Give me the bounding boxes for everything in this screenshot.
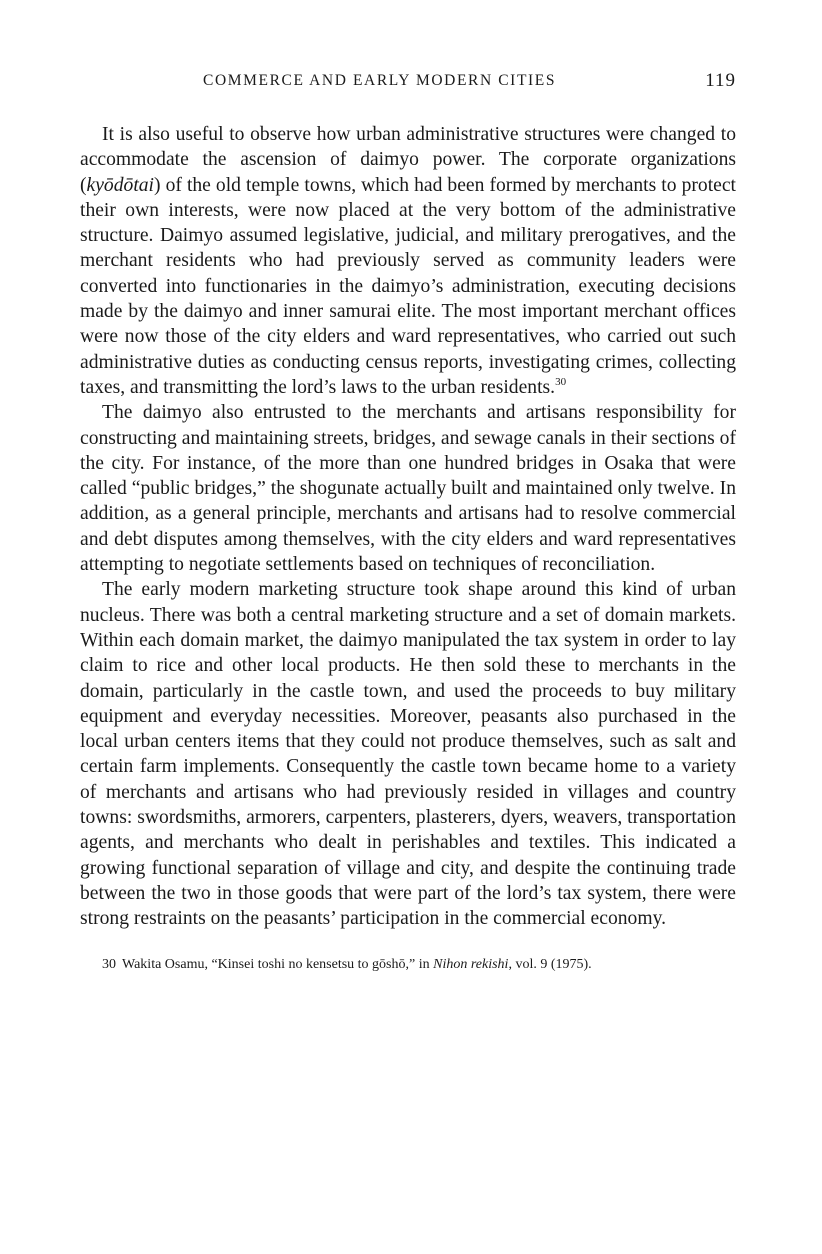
- footnote-number: 30: [102, 956, 116, 972]
- paragraph-1: [80, 122, 736, 400]
- running-title: COMMERCE AND EARLY MODERN CITIES: [203, 72, 557, 89]
- footnote: [80, 956, 736, 974]
- paragraph-2: The daimyo also entrusted to the merchants and artisans responsibility for constructing and maintaining streets, bridges, and sewage canals in their sections of the city. For instance, of the more than one hundred bridges in Osaka that were called “public bridges,” the shogunate actually built and maintained only twelve. In addition, as a general principle, merchants and artisans had to resolve commercial and debt disputes among themselves, with the city elders and ward representatives attempting to negotiate settlements based on techniques of reconciliation.: [80, 402, 736, 576]
- paragraph-3: The early modern marketing structure took shape around this kind of urban nucleus. There was both a central marketing structure and a set of domain markets. Within each domain market, the daimyo manipulated the tax system in order to lay claim to rice and other local products. He then sold these to merchants in the domain, particularly in the castle town, and used the proceeds to buy military equipment and everyday necessities. Moreover, peasants also purchased in the local urban centers items that they could not produce themselves, such as salt and certain farm implements. Consequently the castle town became home to a variety of merchants and artisans who had previously resided in villages and country towns: swordsmiths, armorers, carpenters, plasterers, dyers, weavers, transportation agents, and merchants who dealt in perishables and textiles. This indicated a growing functional separation of village and city, and despite the continuing trade between the two in those goods that were part of the lord’s tax system, there were strong restraints on the peasants’ participation in the commercial economy.: [80, 579, 736, 930]
- body-text: [80, 122, 736, 932]
- footnote-text-b: , vol. 9 (1975).: [508, 956, 592, 972]
- term-kyodotai: kyōdōtai: [86, 174, 154, 196]
- paragraph-1-text-b: ) of the old temple towns, which had been formed by merchants to protect their own interests, were now placed at the very bottom of the administrative structure. Daimyo assumed legislative, judicial, and military prerogatives, and the merchant residents who had previously served as community leaders were converted into functionaries in the daimyo’s administration, executing decisions made by the daimyo and inner samurai elite. The most important merchant offices were now those of the city elders and ward representatives, who carried out such administrative duties as conducting census reports, investigating crimes, collecting taxes, and transmitting the lord’s laws to the urban residents.: [80, 174, 736, 398]
- footnote-text-a: Wakita Osamu, “Kinsei toshi no kensetsu to gōshō,” in: [122, 956, 434, 972]
- book-page: [80, 70, 736, 974]
- page-number: 119: [705, 70, 736, 91]
- running-head: [80, 70, 736, 100]
- paragraph-1-text-a: It is also useful to observe how urban administrative structures were changed to accommodate the ascension of daimyo power. The corporate organizations (: [80, 124, 736, 196]
- footnote-reference: 30: [555, 375, 567, 388]
- footnote-title: Nihon rekishi: [433, 956, 509, 972]
